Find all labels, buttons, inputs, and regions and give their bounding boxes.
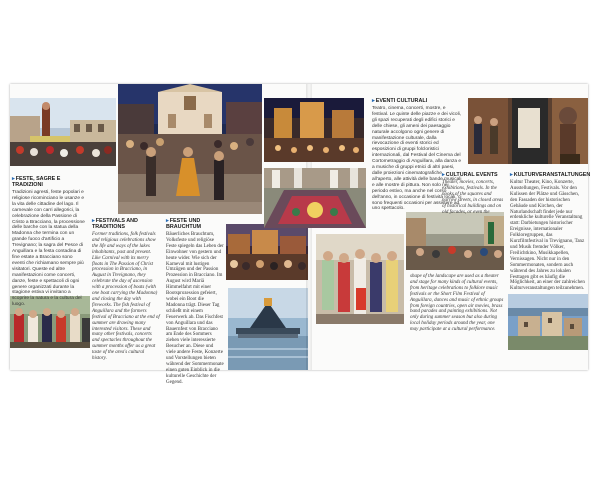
photo-street-crowd bbox=[406, 212, 504, 270]
section-cultural-events-continued bbox=[410, 274, 504, 333]
photo-flower-carpet bbox=[264, 168, 366, 228]
arrow-marker-icon: ▸ bbox=[92, 218, 95, 224]
section-kulturveranstaltungen bbox=[510, 172, 591, 292]
section-body: Bäuerliches Brauchtum, Volksfeste und religiöse Feste spiegeln das Leben der Einwohner von gestern und heute wider. Wie sich der Karneval mit lustigen Umzügen und der Passion Prozession in Bracciano. Im August wird Mariä Himmelfahrt mit einer Bootsprozession gefeiert, wobei ein Boot die Madonna trägt. Dieser Tag schließt mit einem Feuerwerk ab. Das Fischfest von Anguillara und das Bauernfest von Bracciano am Ende des Sommers ziehen viele interessierte Besucher an. Diese und viele andere Feste, Konzerte und Vorstellungen bieten während der Sommermonate einen guten Einblick in die kulturelle Geschichte der Gegend. bbox=[166, 232, 224, 385]
arrow-marker-icon: ▸ bbox=[166, 218, 169, 224]
section-cultural-events bbox=[442, 172, 504, 215]
section-body: Former traditions, folk festivals and religious celebrations show the life and ways of the lakes inhabitants, past and present. Like Carnival with its merry floats in The Passion of Christ procession in Bracciano, in August in Trevignano, they celebrate the day of ascension with a procession of boats (with one boat carrying the Madonna) and closing the day with fireworks. The fish festival of Anguillara and the farmers festival of Bracciano at the end of summer are drawing many interested visitors. These and many other festivals, concerts and spectacles throughout the summer months offer us a great taste of the area's cultural history. bbox=[92, 232, 160, 362]
section-body: Kultur Theater, Kino, Konzerte, Ausstellungen, Festivals. Vor den Kulissen der Plätze und Gässchen, den Fassaden der historischen Gebäude und Kirchen, der Naturlandschaft findet jede nur erdenkliche kulturelle Veranstaltung statt: Darbietungen historischer Ereignisse, internationaler Folkloregruppen, das Kurzfilmfestival in Trevignano, Tanz und Musik fremder Völker, Freilichtkino, Musikkapellen, Vernissagen. Nicht nur in den Sommermonaten, sondern auch während des Jahres zu lokalen Festtagen gibt es häufig die Möglichkeit, an einer der zahlreichen Kulturveranstaltungen teilzunehmen. bbox=[510, 180, 585, 292]
photo-castle-night bbox=[264, 98, 364, 162]
arrow-marker-icon: ▸ bbox=[510, 172, 513, 178]
photo-courtyard-people bbox=[468, 98, 588, 164]
section-heading: FESTE UND BRAUCHTUM bbox=[166, 218, 202, 230]
arrow-marker-icon: ▸ bbox=[12, 176, 15, 182]
photo-lake-stage bbox=[228, 288, 308, 370]
section-heading: EVENTI CULTURALI bbox=[375, 98, 428, 104]
section-body: Teatro, cinema, concerti, mostre, e festival. Le quinte delle piazze e dei vicoli, gli spazi recuperati degli edifici storici e delle chiese, gli ameni dei paesaggio naturale accolgono ogni genere di manifestazione culturale, dalla rievocazione di eventi storici ed esposizioni di gruppi folcloristici internazionali, dal Festival del Cinema del Cortometraggio di Anguillara, alla danza e a musiche di gruppi etnici di altri paesi, dalle proiezioni cinematografiche all'aperto, alle attività delle bande musicali e alle mostre di pittura. Non solo nei periodo estivo, ma anche nel corso dell'anno, in occasione di festività locali, ci sono frequenti occasioni per assistere ad uno spettacolo. bbox=[372, 106, 462, 212]
section-body-part2: shape of the landscape are used as a theater and stage for many kinds of cultural events, from heritage celebrations to folklore music festivals or the Short Film Festival of Anguillara, dances and music of ethnic groups from foreign countries, open air movies, brass band parades and painting exhibitions. Not only during summer season but also during local holiday periods around the year, one may participate at a cultural performance. bbox=[410, 274, 504, 333]
section-body-part1: Theater, movies, concerts, exhibitions, festivals. In the nooks of the squares and narrow streets, in closed areas of historical buildings and on old facades, or even the bbox=[442, 180, 504, 215]
arrow-marker-icon: ▸ bbox=[442, 172, 445, 178]
photo-lake-village bbox=[508, 294, 588, 350]
brochure-spread bbox=[10, 84, 591, 385]
photo-church-square-festival bbox=[118, 84, 262, 214]
photo-statue-procession bbox=[10, 98, 116, 166]
section-heading: KULTURVERANSTALTUNGEN bbox=[513, 172, 591, 178]
section-feste-sagre bbox=[12, 176, 86, 308]
section-festivals bbox=[92, 218, 160, 362]
section-heading: FESTIVALS AND TRADITIONS bbox=[92, 218, 138, 230]
section-body: Tradizioni agresti, feste popolari e religiose ricominciano le usanze e la vita delle cittadine del lago. Il carnevale con carri allegorici, la celebrazione della Passione di Cristo a Bracciano, la processione delle barche con la statua della Madonna che termina con un grande fuoco d'artificio a Trevignano; la sagra del Pesce di Anguillara e la festa contadina di fine estate a Bracciano sono eventi che richiamano sempre più visitatori. Queste ed altre manifestazioni come concerti, danze, feste e spettacoli di ogni genere organizzati durante la stagione estiva vi invitano a scoprire la natura e la cultura del luogo. bbox=[12, 190, 85, 308]
photo-town-night bbox=[226, 224, 308, 280]
section-feste-brauchtum bbox=[166, 218, 224, 386]
photo-dancers bbox=[316, 234, 404, 324]
section-heading: FESTE, SAGRE E TRADIZIONI bbox=[12, 176, 61, 188]
section-heading: CULTURAL EVENTS bbox=[445, 172, 498, 178]
arrow-marker-icon: ▸ bbox=[372, 98, 375, 104]
